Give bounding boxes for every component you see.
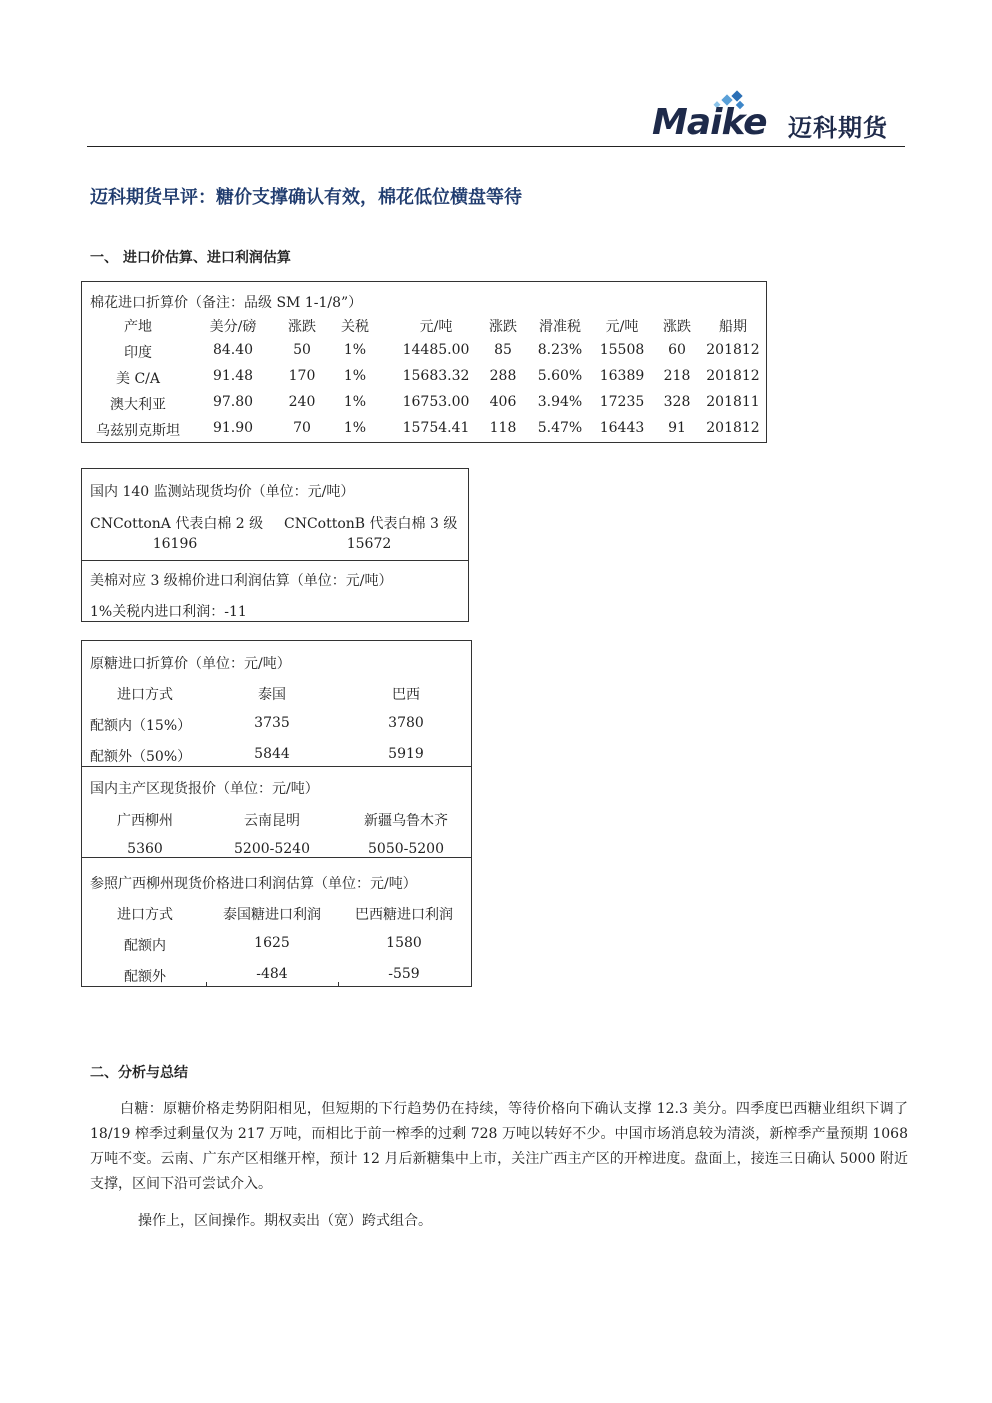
table-cell: 288 [489, 368, 517, 384]
header-cell: 进口方式 [117, 907, 173, 923]
table-cell: 201812 [706, 368, 760, 384]
header-cell: 船期 [719, 319, 747, 335]
header-cell: 滑准税 [539, 319, 581, 335]
table-cell: 406 [489, 394, 517, 410]
table-cell: 218 [663, 368, 691, 384]
profit-line: 1%关税内进口利润：-11 [90, 604, 247, 620]
table-cell: 5200-5240 [234, 841, 310, 857]
table-cell: 5.47% [537, 420, 583, 436]
header-cell: 涨跌 [288, 319, 316, 335]
table-cell: 3.94% [537, 394, 583, 410]
header-cell: 进口方式 [117, 687, 173, 703]
table-cell: 8.23% [537, 342, 583, 358]
table-cell: 201811 [706, 394, 760, 410]
header-divider [87, 146, 905, 147]
table-cell: 17235 [599, 394, 645, 410]
table-cell: 91.48 [212, 368, 254, 384]
table-row [82, 420, 766, 440]
table-cell: 5.60% [537, 368, 583, 384]
header-cell: 巴西 [392, 687, 420, 703]
table-cell: 85 [494, 342, 512, 358]
table-cell: 5844 [254, 746, 290, 762]
table-cell: 5050-5200 [368, 841, 444, 857]
table-cell: 15683.32 [402, 368, 470, 384]
table-cell: 16443 [599, 420, 645, 436]
section-heading-analysis: 二、分析与总结 [90, 1065, 188, 1081]
table-cell: 乌兹别克斯坦 [96, 423, 180, 439]
section-heading-import: 一、 进口价估算、进口利润估算 [90, 250, 291, 266]
table-cell: 美 C/A [116, 371, 160, 387]
table-cell: 1% [343, 420, 367, 436]
cotton-import-table [81, 281, 767, 443]
table-cell: 60 [668, 342, 686, 358]
table-cell: 3780 [388, 715, 424, 731]
header-cell: 云南昆明 [244, 813, 300, 829]
cncotton-a-value: 16196 [152, 536, 198, 552]
table-cell: 240 [288, 394, 316, 410]
cncotton-a-label: CNCottonA 代表白棉 2 级 [90, 516, 264, 532]
table-cell: 201812 [706, 420, 760, 436]
sugar-box [81, 640, 472, 987]
table-cell: 1% [343, 394, 367, 410]
table-cell: 3735 [254, 715, 290, 731]
box-divider [82, 857, 471, 858]
table-cell: 1625 [254, 935, 290, 951]
logo-wordmark: Maike [652, 102, 767, 143]
table-cell: 84.40 [212, 342, 254, 358]
header-cell: 产地 [124, 319, 152, 335]
table-cell: 16753.00 [402, 394, 470, 410]
header-cell: 泰国 [258, 687, 286, 703]
table-cell: 印度 [124, 345, 152, 361]
table-cell: 91.90 [212, 420, 254, 436]
table-cell: 91 [668, 420, 686, 436]
table-cell: 1% [343, 368, 367, 384]
logo-chinese-name: 迈科期货 [788, 114, 888, 142]
analysis-paragraph: 白糖：原糖价格走势阴阳相见，但短期的下行趋势仍在持续，等待价格向下确认支撑 12.3 美分。四季度巴西糖业组织下调了 18/19 榨季过剩量仅为 217 万吨，而相比于前一榨季的过剩 728 万吨以转好不少。中国市场消息较为清淡，新榨季产量预期 1068 万吨不变。云南、广东产区相继开榨，预计 12 月后新糖集中上市，关注广西主产区的开榨进度。盘面上，接连三日确认 5000 附近支撑，区间下沿可尝试介入。 [90, 1101, 908, 1192]
table-cell: 澳大利亚 [110, 397, 166, 413]
table-caption: 国内主产区现货报价（单位：元/吨） [90, 781, 319, 797]
table-cell: 16389 [599, 368, 645, 384]
table-header-row [82, 316, 766, 336]
header-cell: 元/吨 [605, 319, 639, 335]
table-cell: 1580 [386, 935, 422, 951]
header-cell: 美分/磅 [209, 319, 257, 335]
table-cell: 170 [288, 368, 316, 384]
table-cell: 328 [663, 394, 691, 410]
header-cell: 新疆乌鲁木齐 [364, 813, 448, 829]
table-cell: 50 [293, 342, 311, 358]
header-cell: 关税 [341, 319, 369, 335]
table-cell: 201812 [706, 342, 760, 358]
table-row [82, 368, 766, 388]
table-caption: 参照广西柳州现货价格进口利润估算（单位：元/吨） [90, 876, 417, 892]
header-cell: 涨跌 [663, 319, 691, 335]
table-cell: 15754.41 [402, 420, 470, 436]
company-logo [652, 92, 902, 142]
table-cell: 配额外（50%） [90, 749, 192, 765]
table-cell: 配额外 [124, 969, 166, 985]
column-tick [338, 982, 339, 986]
header-cell: 巴西糖进口利润 [355, 907, 453, 923]
strategy-paragraph: 操作上，区间操作。期权卖出（宽）跨式组合。 [138, 1213, 432, 1229]
table-caption: 美棉对应 3 级棉价进口利润估算（单位：元/吨） [90, 573, 393, 589]
box-divider [82, 560, 468, 561]
table-cell: 118 [489, 420, 517, 436]
table-cell: 配额内（15%） [90, 718, 192, 734]
table-cell: -559 [388, 966, 420, 982]
header-cell: 元/吨 [419, 319, 453, 335]
table-caption: 棉花进口折算价（备注：品级 SM 1-1/8”） [90, 295, 363, 311]
table-caption: 国内 140 监测站现货均价（单位：元/吨） [90, 484, 355, 500]
column-tick [206, 982, 207, 986]
table-cell: 5919 [388, 746, 424, 762]
table-row [82, 342, 766, 362]
table-cell: 1% [343, 342, 367, 358]
cncotton-b-value: 15672 [346, 536, 392, 552]
header-cell: 涨跌 [489, 319, 517, 335]
table-cell: 14485.00 [402, 342, 470, 358]
table-cell: 配额内 [124, 938, 166, 954]
cncotton-b-label: CNCottonB 代表白棉 3 级 [284, 516, 458, 532]
header-cell: 广西柳州 [117, 813, 173, 829]
table-row [82, 394, 766, 414]
table-cell: 15508 [599, 342, 645, 358]
box-divider [82, 766, 471, 767]
domestic-cotton-box [81, 468, 469, 622]
page-title: 迈科期货早评：糖价支撑确认有效，棉花低位横盘等待 [90, 187, 522, 208]
table-cell: -484 [256, 966, 288, 982]
table-caption: 原糖进口折算价（单位：元/吨） [90, 656, 291, 672]
table-cell: 70 [293, 420, 311, 436]
table-cell: 97.80 [212, 394, 254, 410]
table-cell: 5360 [127, 841, 163, 857]
header-cell: 泰国糖进口利润 [223, 907, 321, 923]
